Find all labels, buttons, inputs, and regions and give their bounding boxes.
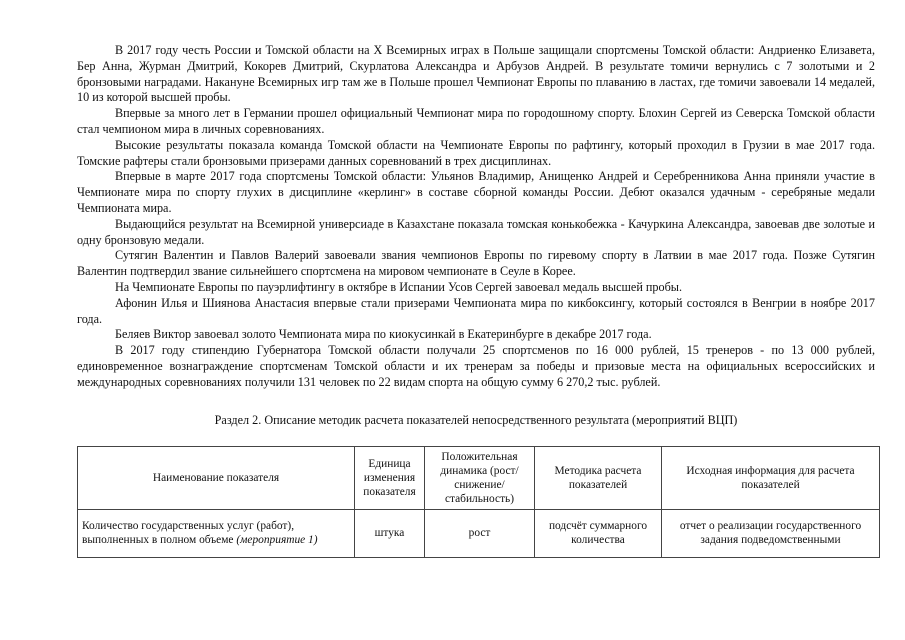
table-row bbox=[78, 509, 880, 557]
cell-source: отчет о реализации государственного задания подведомственными bbox=[662, 509, 880, 557]
paragraph: Беляев Виктор завоевал золото Чемпионата мира по киокусинкай в Екатеринбурге в декабре 2017 года. bbox=[115, 327, 652, 342]
report-text bbox=[77, 43, 875, 391]
document-page bbox=[77, 0, 875, 558]
section-title: Раздел 2. Описание методик расчета показателей непосредственного результата (мероприятий ВЦП) bbox=[214, 412, 738, 427]
cell-method: подсчёт суммарного количества bbox=[535, 509, 662, 557]
cell-dynamics: рост bbox=[425, 509, 535, 557]
paragraph: Высокие результаты показала команда Томской области на Чемпионате Европы по рафтингу, который проходил в Грузии в мае 2017 года. Томские рафтеры стали бронзовыми призерами данных соревнований в трех дисциплинах. bbox=[77, 137, 875, 168]
paragraph: Афонин Илья и Шиянова Анастасия впервые стали призерами Чемпионата мира по кикбоксингу, который состоялся в Венгрии в ноябре 2017 года. bbox=[77, 295, 875, 326]
table-header-row bbox=[78, 446, 880, 509]
paragraph: В 2017 году стипендию Губернатора Томской области получали 25 спортсменов по 16 000 рублей, 15 тренеров - по 13 000 рублей, единовременное вознаграждение спортсменам Томской области и их тренерам за победы и призовые места на официальных всероссийских и международных соревнованиях получили 131 человек по 22 видам спорта на общую сумму 6 270,2 тыс. рублей. bbox=[77, 343, 875, 389]
header-source: Исходная информация для расчета показателей bbox=[662, 446, 880, 509]
indicators-table bbox=[77, 446, 880, 558]
indicator-name-text: Количество государственных услуг (работ), выполненных в полном объеме bbox=[82, 520, 295, 547]
header-dynamics: Положительная динамика (рост/ снижение/ стабильность) bbox=[425, 446, 535, 509]
paragraph: Выдающийся результат на Всемирной универсиаде в Казахстане показала томская конькобежка - Качуркина Александра, завоевав две золотые и одну бронзовую медали. bbox=[77, 216, 875, 247]
indicator-event-ref: (мероприятие 1) bbox=[236, 534, 318, 547]
paragraph: В 2017 году честь России и Томской области на X Всемирных играх в Польше защищали спортсмены Томской области: Андриенко Елизавета, Бер Анна, Журман Дмитрий, Кокорев Дмитрий, Скурлатова Александра и Арбузов Андрей. В результате томичи вернулись с 7 золотыми и 2 бронзовыми наградами. Накануне Всемирных игр там же в Польше прошел Чемпионат Европы по плаванию в ластах, где томичи завоевали 14 медалей, 10 из которой высшей пробы. bbox=[77, 43, 875, 105]
header-unit: Единица изменения показателя bbox=[355, 446, 425, 509]
paragraph: Сутягин Валентин и Павлов Валерий завоевали звания чемпионов Европы по гиревому спорту в Латвии в мае 2017 года. Позже Сутягин Валентин подтвердил звание сильнейшего спортсмена на мировом чемпионате в Сеуле в Корее. bbox=[77, 248, 875, 279]
paragraph: Впервые в марте 2017 года спортсмены Томской области: Ульянов Владимир, Анищенко Андрей и Серебренникова Анна приняли участие в Чемпионате мира по спорту глухих в дисциплине «керлинг» в составе сборной команды России. Дебют оказался удачным - серебряные медали Чемпионата мира. bbox=[77, 169, 875, 215]
paragraph: Впервые за много лет в Германии прошел официальный Чемпионат мира по городошному спорту. Блохин Сергей из Северска Томской области стал чемпионом мира в личных соревнованиях. bbox=[77, 106, 875, 136]
header-method: Методика расчета показателей bbox=[535, 446, 662, 509]
cell-unit: штука bbox=[355, 509, 425, 557]
header-indicator-name: Наименование показателя bbox=[78, 446, 355, 509]
cell-indicator-name bbox=[78, 509, 355, 557]
paragraph: На Чемпионате Европы по пауэрлифтингу в октябре в Испании Усов Сергей завоевал медаль высшей пробы. bbox=[115, 279, 683, 294]
